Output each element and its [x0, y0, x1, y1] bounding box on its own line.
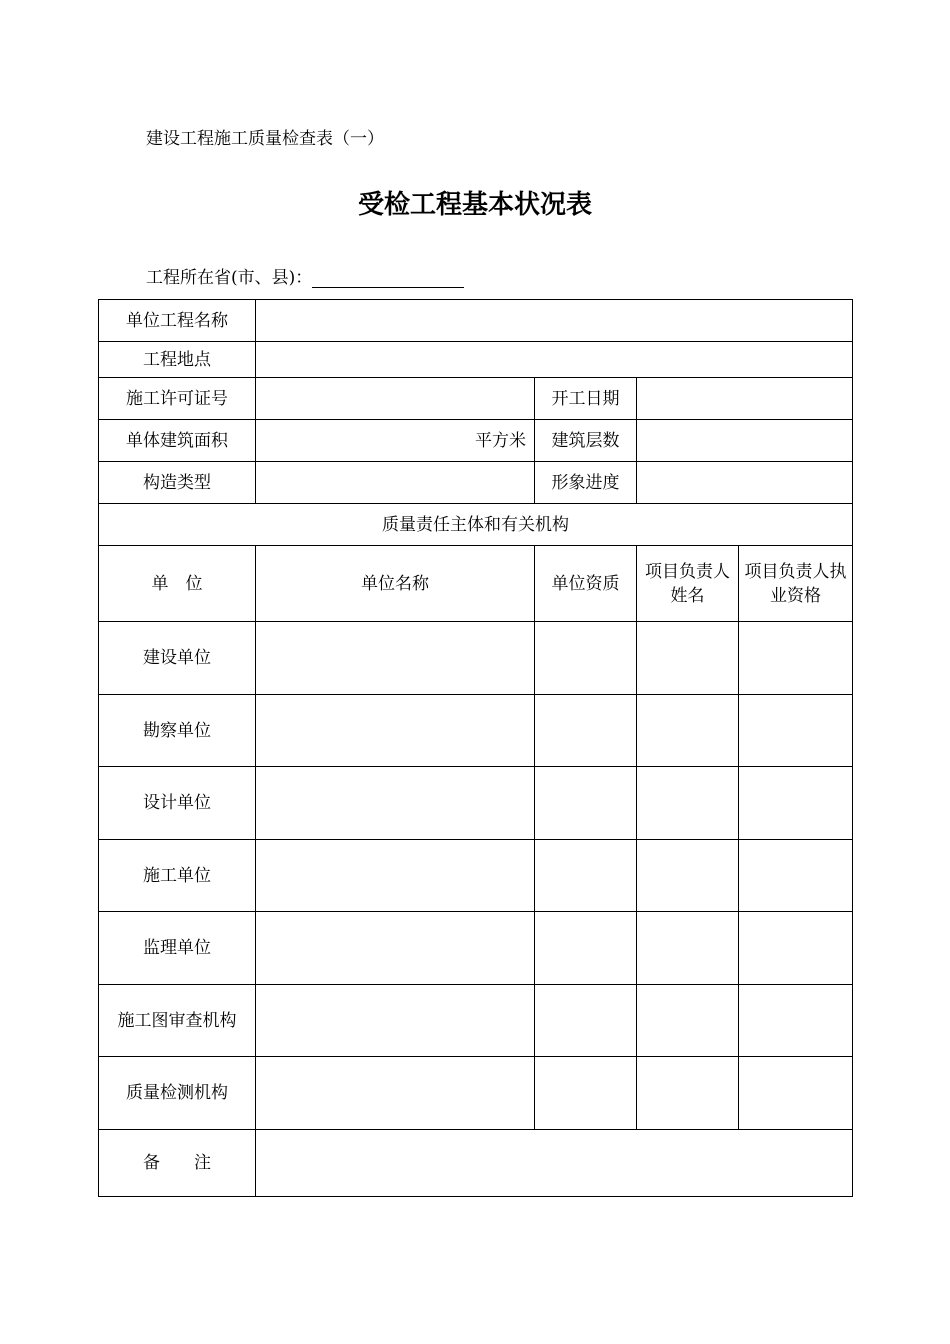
table-row: [99, 912, 853, 985]
floors-field[interactable]: [637, 420, 853, 462]
unit-label: 设计单位: [99, 767, 256, 840]
column-header-unit-name: 单位名称: [256, 546, 535, 622]
table-row: [99, 840, 853, 912]
manager-license-cell[interactable]: [739, 912, 853, 985]
floor-area-label: 单体建筑面积: [99, 420, 256, 462]
unit-label: 建设单位: [99, 622, 256, 695]
manager-license-cell[interactable]: [739, 767, 853, 840]
manager-name-cell[interactable]: [637, 1057, 739, 1130]
floors-label: 建筑层数: [535, 420, 637, 462]
unit-label: 施工单位: [99, 840, 256, 912]
qualification-cell[interactable]: [535, 985, 637, 1057]
manager-license-cell[interactable]: [739, 985, 853, 1057]
row-unit-project-name: [99, 300, 853, 342]
column-header-manager-name: 项目负责人姓名: [637, 546, 739, 622]
structure-type-field[interactable]: [256, 462, 535, 504]
manager-license-cell[interactable]: [739, 840, 853, 912]
table-row: [99, 1057, 853, 1130]
table-row: [99, 695, 853, 767]
project-site-label: 工程地点: [99, 342, 256, 378]
remarks-field[interactable]: [256, 1130, 853, 1197]
manager-license-cell[interactable]: [739, 695, 853, 767]
unit-label: 施工图审查机构: [99, 985, 256, 1057]
qualification-cell[interactable]: [535, 622, 637, 695]
column-header-qualification: 单位资质: [535, 546, 637, 622]
manager-license-cell[interactable]: [739, 622, 853, 695]
unit-project-name-field[interactable]: [256, 300, 853, 342]
column-header-unit: 单 位: [99, 546, 256, 622]
unit-name-cell[interactable]: [256, 985, 535, 1057]
row-remarks: [99, 1130, 853, 1197]
header-note: 建设工程施工质量检查表（一）: [146, 129, 384, 149]
row-structure: [99, 462, 853, 504]
qualification-cell[interactable]: [535, 912, 637, 985]
manager-name-cell[interactable]: [637, 985, 739, 1057]
unit-label: 监理单位: [99, 912, 256, 985]
area-unit: 平方米: [475, 430, 526, 451]
unit-label: 质量检测机构: [99, 1057, 256, 1130]
location-label: 工程所在省(市、县)：: [146, 268, 313, 288]
structure-type-label: 构造类型: [99, 462, 256, 504]
table-row: [99, 767, 853, 840]
inspection-form-table: [98, 299, 853, 1197]
row-column-headers: [99, 546, 853, 622]
table-row: [99, 985, 853, 1057]
remarks-label: 备 注: [99, 1130, 256, 1197]
qualification-cell[interactable]: [535, 840, 637, 912]
unit-name-cell[interactable]: [256, 912, 535, 985]
progress-field[interactable]: [637, 462, 853, 504]
manager-name-cell[interactable]: [637, 695, 739, 767]
row-project-site: [99, 342, 853, 378]
manager-name-cell[interactable]: [637, 840, 739, 912]
table-row: [99, 622, 853, 695]
page-title: 受检工程基本状况表: [357, 190, 592, 220]
progress-label: 形象进度: [535, 462, 637, 504]
location-line: [146, 263, 464, 288]
qualification-cell[interactable]: [535, 695, 637, 767]
unit-name-cell[interactable]: [256, 1057, 535, 1130]
floor-area-field[interactable]: [256, 420, 535, 462]
section-title: 质量责任主体和有关机构: [99, 504, 853, 546]
column-header-manager-license: 项目负责人执业资格: [739, 546, 853, 622]
manager-license-cell[interactable]: [739, 1057, 853, 1130]
manager-name-cell[interactable]: [637, 767, 739, 840]
unit-name-cell[interactable]: [256, 767, 535, 840]
location-input[interactable]: [312, 267, 464, 288]
row-permit: [99, 378, 853, 420]
unit-name-cell[interactable]: [256, 695, 535, 767]
project-site-field[interactable]: [256, 342, 853, 378]
manager-name-cell[interactable]: [637, 912, 739, 985]
unit-label: 勘察单位: [99, 695, 256, 767]
unit-name-cell[interactable]: [256, 840, 535, 912]
permit-no-label: 施工许可证号: [99, 378, 256, 420]
permit-no-field[interactable]: [256, 378, 535, 420]
start-date-label: 开工日期: [535, 378, 637, 420]
qualification-cell[interactable]: [535, 1057, 637, 1130]
qualification-cell[interactable]: [535, 767, 637, 840]
start-date-field[interactable]: [637, 378, 853, 420]
row-area: [99, 420, 853, 462]
unit-name-cell[interactable]: [256, 622, 535, 695]
manager-name-cell[interactable]: [637, 622, 739, 695]
unit-project-name-label: 单位工程名称: [99, 300, 256, 342]
row-section-title: [99, 504, 853, 546]
